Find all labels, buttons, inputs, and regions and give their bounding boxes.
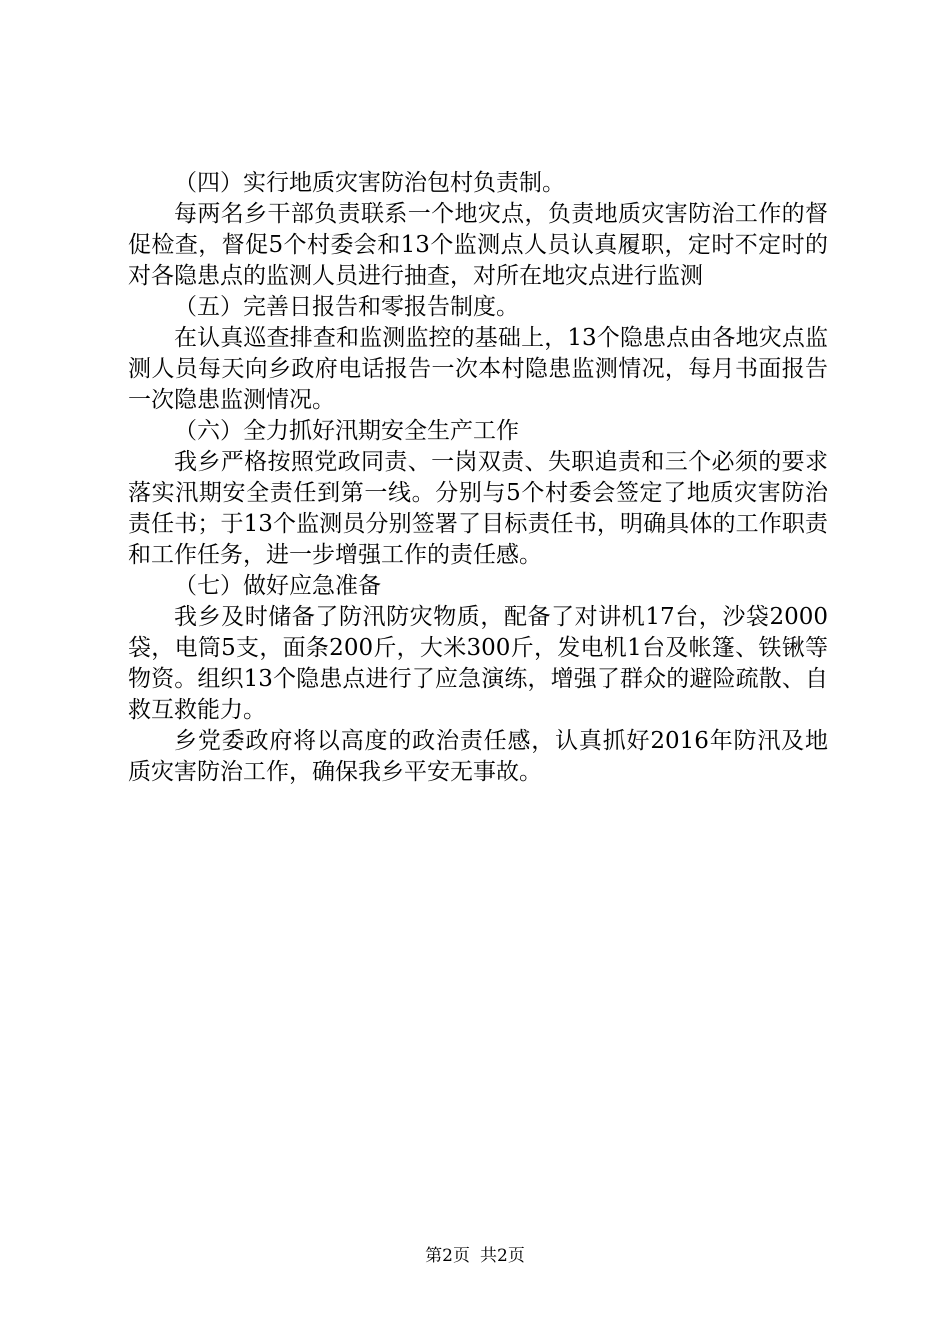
paragraph-6-body: 我乡严格按照党政同责、一岗双责、失职追责和三个必须的要求落实汛期安全责任到第一线。分别与5个村委会签定了地质灾害防治责任书；于13个监测员分别签署了目标责任书，明确具体的工作职责和工作任务，进一步增强工作的责任感。 bbox=[128, 449, 828, 568]
document-body bbox=[128, 168, 828, 788]
section-heading-5: （五）完善日报告和零报告制度。 bbox=[174, 294, 519, 320]
paragraph-4-body: 每两名乡干部负责联系一个地灾点，负责地质灾害防治工作的督促检查，督促5个村委会和13个监测点人员认真履职，定时不定时的对各隐患点的监测人员进行抽查，对所在地灾点进行监测 bbox=[128, 201, 828, 289]
closing-paragraph: 乡党委政府将以高度的政治责任感，认真抓好2016年防汛及地质灾害防治工作，确保我乡平安无事故。 bbox=[128, 728, 828, 785]
section-heading-4: （四）实行地质灾害防治包村负责制。 bbox=[174, 170, 565, 196]
section-heading-7: （七）做好应急准备 bbox=[174, 573, 381, 599]
page-footer bbox=[0, 1246, 950, 1266]
paragraph-5-body: 在认真巡查排查和监测监控的基础上，13个隐患点由各地灾点监测人员每天向乡政府电话报告一次本村隐患监测情况，每月书面报告一次隐患监测情况。 bbox=[128, 325, 828, 413]
paragraph-7-body: 我乡及时储备了防汛防灾物质，配备了对讲机17台，沙袋2000袋，电筒5支，面条200斤，大米300斤，发电机1台及帐篷、铁锹等物资。组织13个隐患点进行了应急演练，增强了群众的避险疏散、自救互救能力。 bbox=[128, 604, 828, 723]
section-heading-6: （六）全力抓好汛期安全生产工作 bbox=[174, 418, 519, 444]
page-total: 共2页 bbox=[480, 1246, 525, 1266]
page-number: 第2页 bbox=[425, 1246, 470, 1266]
